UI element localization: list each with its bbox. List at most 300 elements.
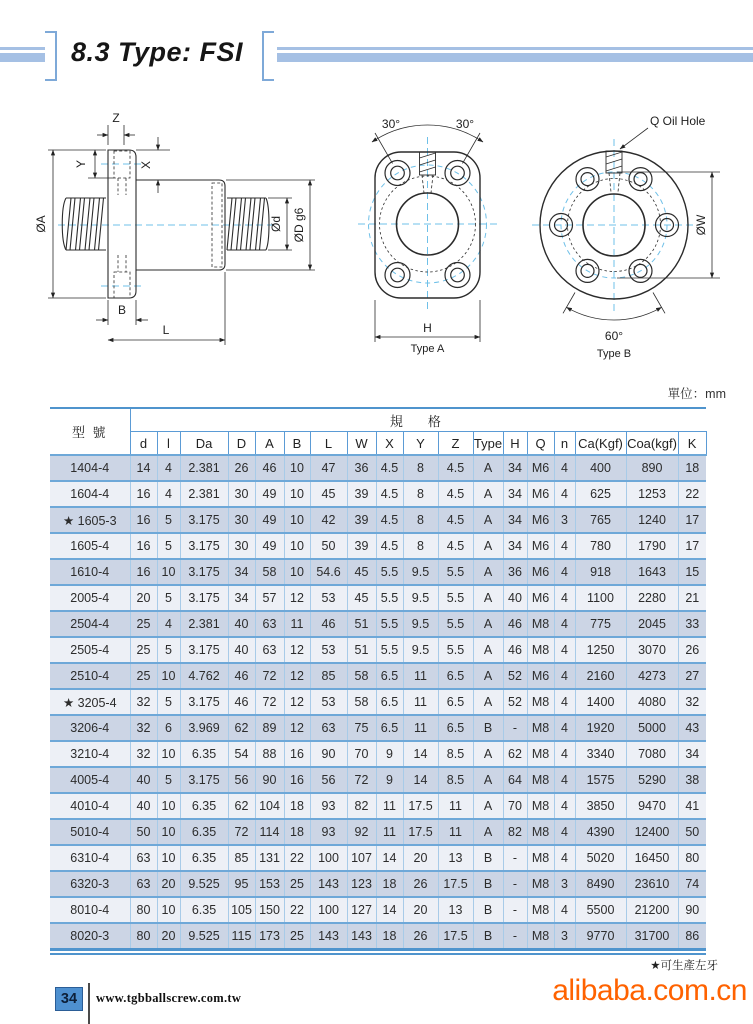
spec-cell: 70: [503, 793, 527, 819]
model-cell: 6320-3: [50, 871, 130, 897]
spec-cell: 75: [347, 715, 376, 741]
header-rule-right-thick: [277, 53, 753, 62]
spec-cell: 127: [347, 897, 376, 923]
table-row: [50, 585, 706, 611]
spec-cell: 5020: [575, 845, 626, 871]
spec-cell: 1100: [575, 585, 626, 611]
spec-cell: 72: [255, 689, 284, 715]
spec-cell: 3850: [575, 793, 626, 819]
column-header: Ca(Kgf): [575, 432, 626, 456]
spec-cell: 21200: [626, 897, 678, 923]
spec-cell: 4: [554, 819, 575, 845]
spec-cell: 143: [310, 871, 347, 897]
spec-cell: 625: [575, 481, 626, 507]
column-header: l: [157, 432, 180, 456]
spec-cell: 105: [228, 897, 255, 923]
model-cell: 4005-4: [50, 767, 130, 793]
spec-cell: A: [473, 559, 503, 585]
spec-cell: 39: [347, 533, 376, 559]
model-cell: 2005-4: [50, 585, 130, 611]
spec-cell: 54: [228, 741, 255, 767]
spec-cell: 43: [678, 715, 706, 741]
spec-cell: 18: [284, 819, 310, 845]
type-a-drawing: [358, 117, 497, 355]
spec-cell: 173: [255, 923, 284, 950]
spec-cell: 50: [310, 533, 347, 559]
spec-cell: A: [473, 663, 503, 689]
spec-cell: 16: [284, 741, 310, 767]
spec-cell: -: [503, 923, 527, 950]
spec-cell: 26: [403, 871, 438, 897]
table-row: [50, 637, 706, 663]
spec-cell: 90: [678, 897, 706, 923]
spec-cell: 12: [284, 585, 310, 611]
spec-cell: 6.5: [376, 663, 403, 689]
model-cell: 8010-4: [50, 897, 130, 923]
spec-cell: 10: [284, 533, 310, 559]
spec-cell: 25: [130, 663, 157, 689]
spec-cell: 18: [376, 923, 403, 950]
spec-cell: 1250: [575, 637, 626, 663]
spec-cell: 47: [310, 455, 347, 481]
spec-cell: 39: [347, 507, 376, 533]
spec-cell: 22: [678, 481, 706, 507]
spec-cell: 17: [678, 507, 706, 533]
spec-cell: 10: [284, 455, 310, 481]
spec-cell: 16450: [626, 845, 678, 871]
spec-cell: 11: [376, 819, 403, 845]
spec-cell: 92: [347, 819, 376, 845]
spec-cell: 74: [678, 871, 706, 897]
spec-cell: 765: [575, 507, 626, 533]
type-b-caption: Type B: [596, 348, 632, 360]
spec-cell: 4.5: [376, 455, 403, 481]
spec-cell: A: [473, 689, 503, 715]
spec-cell: 26: [678, 637, 706, 663]
spec-cell: 53: [310, 689, 347, 715]
spec-cell: 1790: [626, 533, 678, 559]
spec-cell: 9.5: [403, 585, 438, 611]
spec-cell: 4.5: [438, 481, 473, 507]
spec-cell: 50: [130, 819, 157, 845]
model-cell: 1604-4: [50, 481, 130, 507]
spec-cell: 6: [157, 715, 180, 741]
spec-cell: 4273: [626, 663, 678, 689]
column-header: L: [310, 432, 347, 456]
spec-cell: 1400: [575, 689, 626, 715]
dim-dia-dg6-label: ØD g6: [292, 207, 306, 243]
spec-cell: 114: [255, 819, 284, 845]
spec-cell: 7080: [626, 741, 678, 767]
spec-cell: M8: [527, 741, 554, 767]
spec-cell: 13: [438, 897, 473, 923]
spec-cell: M6: [527, 481, 554, 507]
spec-cell: 25: [130, 611, 157, 637]
spec-cell: 6.35: [180, 897, 228, 923]
spec-cell: 3.175: [180, 689, 228, 715]
spec-cell: 16: [130, 559, 157, 585]
spec-cell: 12: [284, 637, 310, 663]
spec-cell: 40: [228, 611, 255, 637]
table-row: [50, 455, 706, 481]
spec-cell: 5500: [575, 897, 626, 923]
spec-cell: 6.35: [180, 845, 228, 871]
spec-cell: 90: [255, 767, 284, 793]
spec-cell: 45: [310, 481, 347, 507]
spec-cell: 32: [130, 741, 157, 767]
table-row: [50, 871, 706, 897]
spec-cell: 8.5: [438, 741, 473, 767]
header-bracket-left: [45, 31, 57, 81]
spec-cell: 46: [228, 689, 255, 715]
spec-cell: 26: [228, 455, 255, 481]
spec-cell: 32: [130, 689, 157, 715]
spec-cell: 4: [554, 481, 575, 507]
spec-cell: 17.5: [403, 793, 438, 819]
spec-table-wrap: [50, 407, 706, 955]
column-header: Coa(kgf): [626, 432, 678, 456]
spec-cell: 3.175: [180, 507, 228, 533]
spec-cell: 11: [403, 663, 438, 689]
alibaba-watermark-text: alibaba.com.cn: [552, 974, 747, 1007]
spec-cell: 2.381: [180, 481, 228, 507]
spec-cell: 31700: [626, 923, 678, 950]
spec-cell: 20: [403, 897, 438, 923]
spec-cell: M8: [527, 897, 554, 923]
spec-cell: 52: [503, 663, 527, 689]
spec-cell: 4.5: [376, 533, 403, 559]
spec-cell: 5.5: [376, 611, 403, 637]
spec-cell: 62: [503, 741, 527, 767]
spec-table: [50, 407, 707, 951]
table-row: [50, 819, 706, 845]
table-row: [50, 663, 706, 689]
type-a-caption: Type A: [410, 343, 445, 355]
column-header: X: [376, 432, 403, 456]
spec-cell: 5.5: [438, 585, 473, 611]
spec-cell: M8: [527, 871, 554, 897]
spec-cell: 85: [228, 845, 255, 871]
spec-cell: 9770: [575, 923, 626, 950]
spec-cell: 1253: [626, 481, 678, 507]
spec-cell: 18: [284, 793, 310, 819]
spec-cell: 20: [403, 845, 438, 871]
spec-cell: M6: [527, 663, 554, 689]
spec-cell: 3070: [626, 637, 678, 663]
spec-cell: A: [473, 507, 503, 533]
spec-cell: 5290: [626, 767, 678, 793]
spec-cell: 95: [228, 871, 255, 897]
dim-x-label: X: [139, 160, 153, 170]
spec-cell: 14: [376, 897, 403, 923]
column-header: n: [554, 432, 575, 456]
spec-cell: 88: [255, 741, 284, 767]
page-title: 8.3 Type: FSI: [71, 37, 244, 67]
spec-cell: M8: [527, 923, 554, 950]
dim-dia-w-label: ØW: [694, 214, 708, 236]
dim-b-label: B: [117, 303, 127, 317]
spec-cell: 32: [130, 715, 157, 741]
spec-cell: A: [473, 767, 503, 793]
spec-cell: 4.5: [438, 533, 473, 559]
spec-cell: 86: [678, 923, 706, 950]
spec-cell: 4: [157, 611, 180, 637]
spec-cell: A: [473, 585, 503, 611]
table-row: [50, 767, 706, 793]
spec-cell: 63: [310, 715, 347, 741]
spec-cell: 58: [347, 663, 376, 689]
spec-cell: M6: [527, 507, 554, 533]
spec-cell: 46: [255, 455, 284, 481]
spec-cell: 63: [130, 871, 157, 897]
spec-cell: -: [503, 871, 527, 897]
model-cell: 8020-3: [50, 923, 130, 950]
model-cell: 2504-4: [50, 611, 130, 637]
spec-cell: 89: [255, 715, 284, 741]
spec-cell: 5000: [626, 715, 678, 741]
spec-cell: 10: [157, 897, 180, 923]
spec-cell: 9.5: [403, 637, 438, 663]
spec-cell: 40: [130, 793, 157, 819]
spec-cell: 5.5: [376, 559, 403, 585]
spec-cell: 10: [157, 741, 180, 767]
spec-cell: 20: [130, 585, 157, 611]
spec-cell: 5.5: [376, 585, 403, 611]
spec-cell: 6.5: [376, 715, 403, 741]
spec-cell: 63: [130, 845, 157, 871]
spec-cell: 8: [403, 481, 438, 507]
spec-cell: 123: [347, 871, 376, 897]
spec-cell: 56: [310, 767, 347, 793]
table-row: [50, 845, 706, 871]
dim-y-label: Y: [74, 159, 88, 169]
spec-cell: 775: [575, 611, 626, 637]
spec-cell: 58: [347, 689, 376, 715]
spec-cell: 4: [157, 455, 180, 481]
table-row: [50, 533, 706, 559]
spec-cell: 1575: [575, 767, 626, 793]
spec-cell: 115: [228, 923, 255, 950]
spec-cell: 6.5: [438, 663, 473, 689]
type-a-h-label: H: [423, 321, 432, 335]
spec-cell: 3.969: [180, 715, 228, 741]
spec-cell: 4: [554, 897, 575, 923]
model-cell: 1404-4: [50, 455, 130, 481]
left-hand-thread-footnote: ★可生產左牙: [650, 960, 718, 972]
spec-cell: 4: [554, 715, 575, 741]
spec-cell: 104: [255, 793, 284, 819]
spec-cell: 30: [228, 481, 255, 507]
model-cell: 6310-4: [50, 845, 130, 871]
column-header: W: [347, 432, 376, 456]
spec-cell: 56: [228, 767, 255, 793]
spec-cell: 16: [130, 533, 157, 559]
spec-table-body: [50, 455, 706, 950]
spec-cell: 51: [347, 611, 376, 637]
spec-cell: 90: [310, 741, 347, 767]
spec-cell: B: [473, 715, 503, 741]
spec-cell: 25: [284, 871, 310, 897]
spec-cell: 3340: [575, 741, 626, 767]
spec-cell: 4: [554, 663, 575, 689]
spec-cell: 3: [554, 507, 575, 533]
column-header: H: [503, 432, 527, 456]
spec-cell: 3.175: [180, 767, 228, 793]
spec-cell: 58: [255, 559, 284, 585]
spec-cell: 63: [255, 637, 284, 663]
spec-cell: 22: [284, 897, 310, 923]
table-bottom-rule: [50, 953, 706, 955]
model-cell: 2505-4: [50, 637, 130, 663]
spec-cell: 4.5: [376, 507, 403, 533]
column-header: D: [228, 432, 255, 456]
spec-cell: 5: [157, 585, 180, 611]
spec-cell: 16: [130, 481, 157, 507]
spec-cell: B: [473, 897, 503, 923]
spec-cell: 12: [284, 689, 310, 715]
spec-cell: 4: [554, 455, 575, 481]
spec-cell: 45: [347, 585, 376, 611]
spec-cell: 11: [403, 689, 438, 715]
spec-cell: 4: [554, 793, 575, 819]
column-header: B: [284, 432, 310, 456]
spec-cell: 50: [678, 819, 706, 845]
type-b-drawing: [532, 114, 720, 360]
spec-cell: 14: [403, 741, 438, 767]
table-row: [50, 507, 706, 533]
spec-cell: 57: [255, 585, 284, 611]
spec-cell: 93: [310, 793, 347, 819]
spec-cell: 52: [503, 689, 527, 715]
spec-cell: 107: [347, 845, 376, 871]
spec-cell: 21: [678, 585, 706, 611]
spec-cell: 5: [157, 637, 180, 663]
spec-cell: 9.5: [403, 611, 438, 637]
column-header: Y: [403, 432, 438, 456]
spec-cell: 5.5: [438, 637, 473, 663]
header-rule-left-thin: [0, 47, 45, 50]
spec-cell: 42: [310, 507, 347, 533]
spec-cell: 3.175: [180, 585, 228, 611]
spec-cell: 80: [130, 923, 157, 950]
table-row: [50, 923, 706, 950]
spec-cell: M8: [527, 715, 554, 741]
spec-cell: 27: [678, 663, 706, 689]
dim-dia-d-label: Ød: [269, 215, 283, 233]
side-view-drawing: [34, 111, 315, 345]
spec-cell: 17.5: [438, 923, 473, 950]
spec-cell: 8.5: [438, 767, 473, 793]
spec-cell: 10: [157, 559, 180, 585]
spec-cell: 918: [575, 559, 626, 585]
model-cell: 1605-4: [50, 533, 130, 559]
model-cell: 1610-4: [50, 559, 130, 585]
spec-cell: 8490: [575, 871, 626, 897]
spec-cell: 11: [438, 819, 473, 845]
spec-cell: 780: [575, 533, 626, 559]
spec-cell: A: [473, 611, 503, 637]
spec-cell: 100: [310, 897, 347, 923]
column-header: Z: [438, 432, 473, 456]
spec-cell: 6.5: [438, 689, 473, 715]
model-cell: 2510-4: [50, 663, 130, 689]
spec-cell: 4.5: [438, 455, 473, 481]
spec-cell: 25: [130, 637, 157, 663]
spec-cell: 3.175: [180, 533, 228, 559]
spec-cell: 5.5: [376, 637, 403, 663]
spec-cell: 10: [157, 663, 180, 689]
spec-cell: 32: [678, 689, 706, 715]
spec-cell: 3: [554, 923, 575, 950]
unit-note: 單位：mm: [667, 387, 726, 401]
spec-cell: B: [473, 845, 503, 871]
spec-cell: 70: [347, 741, 376, 767]
spec-cell: 62: [228, 715, 255, 741]
spec-cell: 10: [157, 819, 180, 845]
table-row: [50, 689, 706, 715]
footer-divider: [88, 983, 90, 1024]
spec-cell: 13: [438, 845, 473, 871]
spec-cell: 16: [284, 767, 310, 793]
spec-cell: 4390: [575, 819, 626, 845]
spec-cell: 10: [284, 559, 310, 585]
spec-cell: 11: [438, 793, 473, 819]
spec-cell: 49: [255, 481, 284, 507]
table-row: [50, 793, 706, 819]
spec-cell: 131: [255, 845, 284, 871]
spec-cell: 82: [347, 793, 376, 819]
spec-cell: 17: [678, 533, 706, 559]
spec-cell: M8: [527, 793, 554, 819]
spec-cell: 4: [157, 481, 180, 507]
spec-cell: 4: [554, 689, 575, 715]
spec-cell: 5.5: [438, 611, 473, 637]
spec-cell: 6.5: [438, 715, 473, 741]
page-number-badge: 34: [55, 987, 83, 1011]
spec-cell: 4: [554, 533, 575, 559]
spec-cell: 4: [554, 637, 575, 663]
spec-cell: 4: [554, 559, 575, 585]
spec-cell: 34: [678, 741, 706, 767]
spec-cell: 4: [554, 845, 575, 871]
spec-cell: 46: [310, 611, 347, 637]
spec-cell: 93: [310, 819, 347, 845]
spec-cell: 2160: [575, 663, 626, 689]
column-header: K: [678, 432, 706, 456]
spec-cell: 12400: [626, 819, 678, 845]
spec-cell: 40: [228, 637, 255, 663]
spec-cell: 890: [626, 455, 678, 481]
spec-cell: 11: [403, 715, 438, 741]
spec-cell: 46: [503, 611, 527, 637]
spec-cell: 34: [503, 481, 527, 507]
spec-cell: M6: [527, 455, 554, 481]
spec-cell: 82: [503, 819, 527, 845]
spec-group-header: 規 格: [130, 408, 706, 432]
spec-cell: 30: [228, 507, 255, 533]
dim-z-label: Z: [112, 111, 120, 125]
spec-cell: 72: [228, 819, 255, 845]
spec-cell: 72: [347, 767, 376, 793]
spec-cell: 9: [376, 741, 403, 767]
column-header: d: [130, 432, 157, 456]
spec-cell: 2280: [626, 585, 678, 611]
spec-cell: 54.6: [310, 559, 347, 585]
spec-cell: 80: [130, 897, 157, 923]
spec-cell: M8: [527, 637, 554, 663]
spec-cell: M6: [527, 559, 554, 585]
spec-cell: 5: [157, 507, 180, 533]
